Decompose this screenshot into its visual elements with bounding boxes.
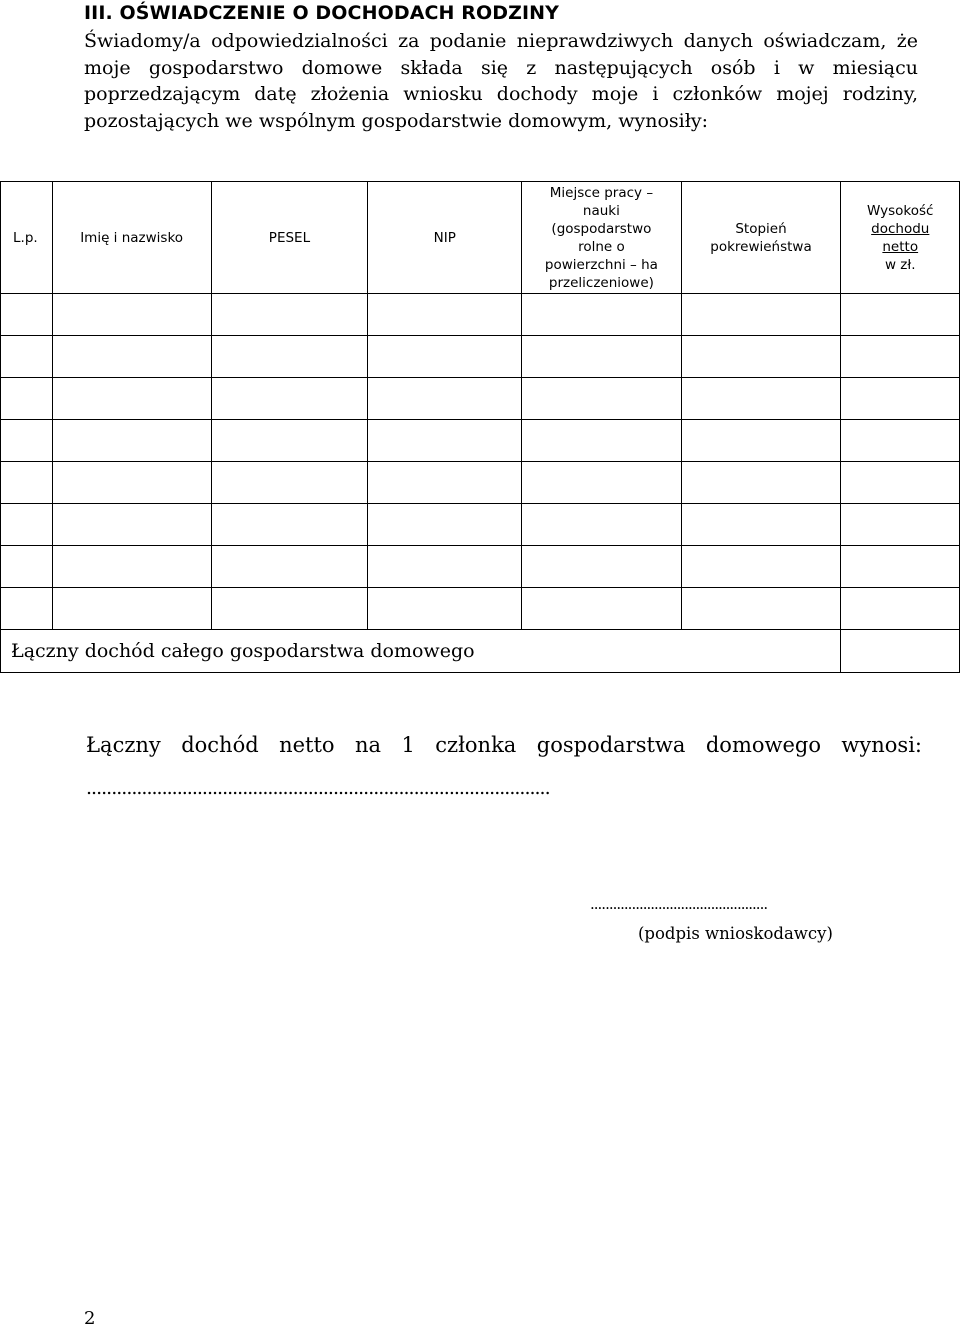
table-cell[interactable] <box>841 420 960 462</box>
table-cell[interactable] <box>211 294 368 336</box>
total-label: Łączny dochód całego gospodarstwa domowego <box>1 630 841 673</box>
income-table <box>0 181 960 673</box>
table-row <box>1 546 960 588</box>
table-cell[interactable] <box>681 588 841 630</box>
table-row <box>1 588 960 630</box>
table-cell[interactable] <box>1 588 53 630</box>
header-workplace-text: Miejsce pracy – nauki (gospodarstwo rolne o powierzchni – ha przeliczeniowe) <box>544 184 658 291</box>
header-nip: NIP <box>368 182 522 294</box>
header-relation <box>681 182 841 294</box>
table-cell[interactable] <box>52 294 211 336</box>
table-cell[interactable] <box>522 504 681 546</box>
header-income <box>841 182 960 294</box>
table-cell[interactable] <box>841 504 960 546</box>
table-cell[interactable] <box>211 504 368 546</box>
table-cell[interactable] <box>522 378 681 420</box>
table-cell[interactable] <box>211 588 368 630</box>
table-row <box>1 336 960 378</box>
table-cell[interactable] <box>522 588 681 630</box>
header-income-line4: w zł. <box>884 256 916 273</box>
table-cell[interactable] <box>1 504 53 546</box>
table-cell[interactable] <box>681 546 841 588</box>
header-relation-text: Stopień pokrewieństwa <box>710 220 812 255</box>
intro-statement: Świadomy/a odpowiedzialności za podanie nieprawdziwych danych oświadczam, że moje gospodarstwo domowe składa się z następujących osób i w miesiącu poprzedzającym datę złożenia wniosku dochody moje i członków mojej rodziny, pozostających we wspólnym gospodarstwie domowym, wynosiły: <box>84 30 918 132</box>
per-member-income-blank[interactable]: ............................................................................................ <box>86 777 550 799</box>
table-cell[interactable] <box>52 336 211 378</box>
per-member-income-label: Łączny dochód netto na 1 członka gospodarstwa domowego wynosi: <box>86 733 922 757</box>
table-cell[interactable] <box>522 294 681 336</box>
signature-label: (podpis wnioskodawcy) <box>638 924 833 943</box>
table-row <box>1 504 960 546</box>
table-cell[interactable] <box>1 546 53 588</box>
section-heading: III. OŚWIADCZENIE O DOCHODACH RODZINY <box>84 2 560 24</box>
header-name: Imię i nazwisko <box>52 182 211 294</box>
table-cell[interactable] <box>841 336 960 378</box>
header-income-line2: dochodu <box>871 220 930 237</box>
table-cell[interactable] <box>52 588 211 630</box>
table-cell[interactable] <box>681 336 841 378</box>
table-cell[interactable] <box>368 462 522 504</box>
table-cell[interactable] <box>841 378 960 420</box>
total-row <box>1 630 960 673</box>
table-cell[interactable] <box>211 420 368 462</box>
table-cell[interactable] <box>841 588 960 630</box>
header-pesel: PESEL <box>211 182 368 294</box>
table-cell[interactable] <box>1 378 53 420</box>
table-cell[interactable] <box>368 378 522 420</box>
table-cell[interactable] <box>211 462 368 504</box>
table-cell[interactable] <box>841 546 960 588</box>
table-row <box>1 378 960 420</box>
table-cell[interactable] <box>841 294 960 336</box>
table-cell[interactable] <box>1 294 53 336</box>
table-cell[interactable] <box>681 504 841 546</box>
table-cell[interactable] <box>368 504 522 546</box>
table-cell[interactable] <box>52 462 211 504</box>
table-cell[interactable] <box>1 462 53 504</box>
header-lp: L.p. <box>1 182 53 294</box>
header-income-line1: Wysokość <box>867 202 934 219</box>
table-cell[interactable] <box>522 420 681 462</box>
table-cell[interactable] <box>368 294 522 336</box>
table-cell[interactable] <box>681 378 841 420</box>
table-cell[interactable] <box>52 420 211 462</box>
table-cell[interactable] <box>1 420 53 462</box>
header-income-line3: netto <box>882 238 919 255</box>
table-cell[interactable] <box>522 546 681 588</box>
table-row <box>1 420 960 462</box>
table-cell[interactable] <box>841 462 960 504</box>
table-cell[interactable] <box>368 336 522 378</box>
signature-blank[interactable]: ............................................... <box>590 895 768 913</box>
table-cell[interactable] <box>52 378 211 420</box>
table-cell[interactable] <box>52 504 211 546</box>
table-cell[interactable] <box>368 588 522 630</box>
table-cell[interactable] <box>681 420 841 462</box>
table-cell[interactable] <box>211 546 368 588</box>
table-row <box>1 294 960 336</box>
table-row <box>1 462 960 504</box>
table-cell[interactable] <box>52 546 211 588</box>
table-cell[interactable] <box>368 546 522 588</box>
table-cell[interactable] <box>681 294 841 336</box>
table-cell[interactable] <box>211 336 368 378</box>
table-cell[interactable] <box>1 336 53 378</box>
table-body <box>1 294 960 673</box>
table-cell[interactable] <box>522 336 681 378</box>
header-workplace <box>522 182 681 294</box>
table-cell[interactable] <box>681 462 841 504</box>
table-header-row <box>1 182 960 294</box>
table-cell[interactable] <box>211 378 368 420</box>
table-cell[interactable] <box>368 420 522 462</box>
total-value-cell[interactable] <box>841 630 960 673</box>
table-cell[interactable] <box>522 462 681 504</box>
page-number: 2 <box>84 1308 96 1329</box>
